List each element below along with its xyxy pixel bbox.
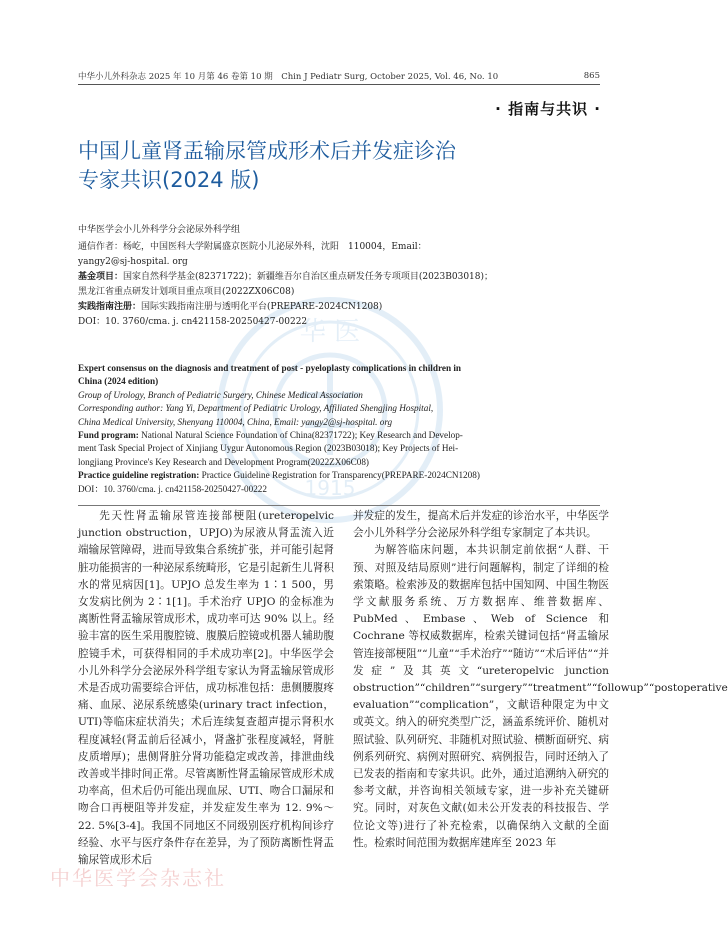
seal-year: 1915 <box>304 476 356 500</box>
corresponding-author-en-1: Corresponding author: Yang Yi, Department of Pediatric Urology, Affiliated Shengjing Hospital, <box>78 403 434 414</box>
fund-cn-line-2: 黑龙江省重点研发计划项目重点项目(2022ZX06C08) <box>78 287 295 297</box>
corresponding-author-en-2: China Medical University, Shenyang 110004, China, Email: yangy2@sj-hospital. org <box>78 416 393 427</box>
article-title-cn <box>78 137 456 195</box>
author-group-cn: 中华医学会小儿外科学分会泌尿外科学组 <box>78 225 241 235</box>
doi-cn: DOI：10. 3760/cma. j. cn421158-20250427-00222 <box>78 317 308 327</box>
seal-top-text: 华 医 <box>299 317 361 347</box>
body-column-left <box>78 508 334 869</box>
body-rule <box>78 505 600 506</box>
registration-cn: 实践指南注册：国际实践指南注册与透明化平台(PREPARE-2024CN1208) <box>78 302 383 312</box>
title-line-1: 中国儿童肾盂输尿管成形术后并发症诊治 <box>78 139 456 163</box>
front-matter-en <box>78 362 608 496</box>
column-tag: · 指南与共识 · <box>495 100 601 118</box>
author-group-en: Group of Urology, Branch of Pediatric Surgery, Chinese Medical Association <box>78 389 363 400</box>
doi-en: DOI：10. 3760/cma. j. cn421158-20250427-00222 <box>78 483 267 494</box>
paragraph-methods: 为解答临床问题，本共识制定前依据“人群、干预、对照及结局原则”进行问题解构，制定了详细的检索策略。检索涉及的数据库包括中国知网、中国生物医学文献服务系统、万方数据库、维普数据库、PubMed、Embase、Web of Science 和 Cochrane 等权威数据库，检索关键词包括“肾盂输尿管连接部梗阻”“儿童”“手术治疗”“随访”“术后评估”“并发症”及其英文“ureteropelvic junction obstruction”“children”“surgery”“treatment”“followup”“postoperative evaluation”“complication”，文献语种限定为中文或英文。纳入的研究类型广泛，涵盖系统评价、随机对照试验、队列研究、非随机对照试验、横断面研究、病例系列研究、病例对照研究、病例报告，同时还纳入了已发表的指南和专家共识。此外，通过追溯纳入研究的参考文献，并咨询相关领域专家，进一步补充关键研究。同时，对灰色文献(如未公开发表的科技报告、学位论文等)进行了补充检索，以确保纳入文献的全面性。检索时间范围为数据库建库至 2023 年 <box>353 544 728 849</box>
paragraph-continuation: 并发症的发生，提高术后并发症的诊治水平，中华医学会小儿外科学分会泌尿外科学组专家制定了本共识。 <box>353 510 609 540</box>
fund-cn-label: 基金项目： <box>78 272 124 282</box>
fund-en-line-2: ment Task Special Project of Xinjiang Uygur Autonomous Region (2023B03018); Key Projects of Hei- <box>78 443 459 454</box>
title-line-2: 专家共识(2024 版) <box>78 168 260 192</box>
fund-en-line-3: longjiang Province's Key Research and Development Program(2022ZX06C08) <box>78 456 369 467</box>
front-matter-cn <box>78 223 608 330</box>
body-column-right <box>353 508 728 852</box>
registration-en: Practice guideline registration: Practice Guideline Registration for Transparency(PREPARE-2024CN1208) <box>78 470 480 481</box>
page-number: 865 <box>583 71 600 81</box>
fund-en-line-1: Fund program: National Natural Science Foundation of China(82371722); Key Research and Develop- <box>78 430 463 441</box>
corresponding-author-cn: 通信作者：杨屹，中国医科大学附属盛京医院小儿泌尿外科，沈阳 110004，Email： <box>78 242 427 252</box>
title-en-line-1: Expert consensus on the diagnosis and treatment of post - pyeloplasty complications in children in <box>78 363 462 373</box>
header-rule <box>78 84 600 85</box>
title-en-line-2: China (2024 edition) <box>78 376 159 387</box>
publisher-logo-watermark: 中华医学会杂志社 <box>50 866 226 890</box>
running-head: 中华小儿外科杂志 2025 年 10 月第 46 卷第 10 期 Chin J Pediatr Surg, October 2025, Vol. 46, No. 10 <box>78 72 499 82</box>
paragraph-intro: 先天性肾盂输尿管连接部梗阻(ureteropelvic junction obstruction，UPJO)为尿液从肾盂流入近端输尿管障碍，进而导致集合系统扩张，并可能引起肾脏功能损害的一种泌尿系统畸形，它是引起新生儿肾积水的常见病因[1]。UPJO 总发生率为 1∶1 500，男女发病比例为 2∶1[1]。手术治疗 UPJO 的金标准为离断性肾盂输尿管成形术，成功率可达 90% 以上。经验丰富的医生采用腹腔镜、腹膜后腔镜或机器人辅助腹腔镜手术，可获得相同的手术成功率[2]。中华医学会小儿外科学分会泌尿外科学组专家认为肾盂输尿管成形术是否成功需要综合评估，成功标准包括：患侧腰腹疼痛、血尿、泌尿系统感染(urinary tract infection，UTI)等临床症状消失；术后连续复查超声提示肾积水程度减轻(肾盂前后径减小，肾盏扩张程度减轻，肾脏皮质增厚)；患侧肾脏分肾功能稳定或改善，排泄曲线改善或半排时间正常。尽管离断性肾盂输尿管成形术成功率高，但术后仍可能出现血尿、UTI、吻合口漏尿和吻合口再梗阻等并发症，并发症发生率为 12. 9%～22. 5%[3-4]。我国不同地区不同级别医疗机构间诊疗经验、水平与医疗条件存在差异，为了预防离断性肾盂输尿管成形术后 <box>78 510 334 867</box>
fund-cn-line-1: 基金项目：国家自然科学基金(82371722)；新疆维吾尔自治区重点研发任务专项项目(2023B03018)； <box>78 272 494 282</box>
corresponding-email-cn: yangy2@sj-hospital. org <box>78 257 188 267</box>
